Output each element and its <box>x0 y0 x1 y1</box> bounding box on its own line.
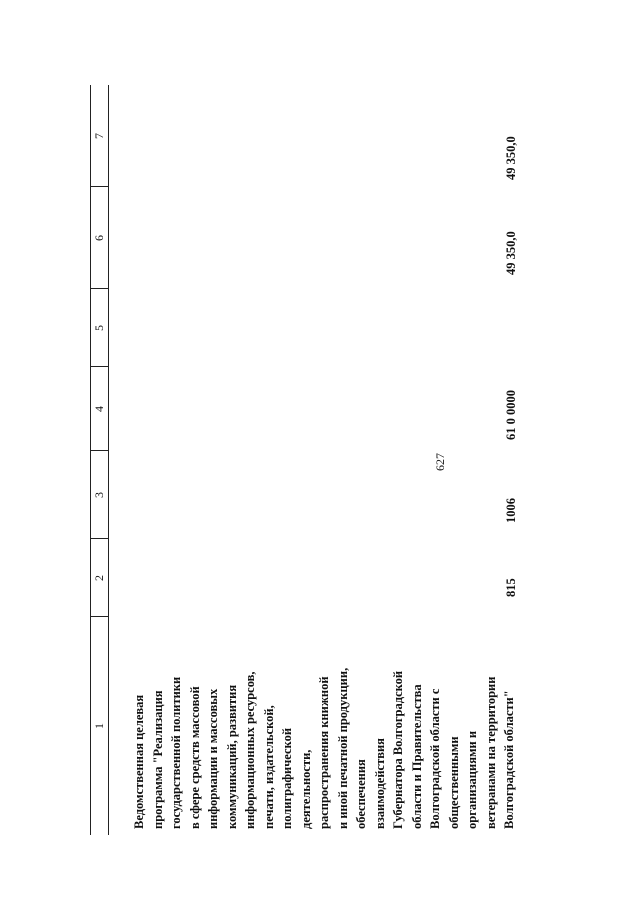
cell-col-7: 49 350,0 <box>504 136 518 180</box>
header-col-4: 4 <box>92 406 106 412</box>
budget-table <box>90 75 530 835</box>
program-name-line: программа "Реализация <box>150 690 165 829</box>
cell-col-2: 815 <box>504 578 518 597</box>
program-name-line: распространения книжной <box>317 676 331 829</box>
program-name-line: Губернатора Волгоградской <box>391 670 405 829</box>
program-name-line: государственной политики <box>169 676 183 829</box>
program-name-line: деятельности, <box>298 749 313 829</box>
program-name-line: полиграфической <box>280 727 294 829</box>
program-name-line: взаимодействия <box>372 738 387 829</box>
header-col-7: 7 <box>92 133 106 139</box>
cell-col-4: 61 0 0000 <box>504 390 518 440</box>
cell-col-6: 49 350,0 <box>504 231 518 275</box>
program-name-line: печати, издательской, <box>261 705 276 829</box>
program-name-line: Волгоградской области" <box>502 690 516 829</box>
header-col-5: 5 <box>92 325 106 331</box>
program-name-line: области и Правительства <box>409 684 424 829</box>
program-name-line: и иной печатной продукции, <box>335 667 350 829</box>
header-bottom-border <box>108 85 109 835</box>
header-col-1: 1 <box>92 723 106 729</box>
header-col-3: 3 <box>92 492 106 498</box>
program-name-line: информационных ресурсов, <box>243 671 257 829</box>
program-name-line: коммуникаций, развития <box>224 684 239 829</box>
program-name-line: Ведомственная целевая <box>132 694 146 829</box>
program-name-line: общественными <box>446 736 461 829</box>
page-number: 627 <box>433 453 447 471</box>
program-name-line: ветеранами на территории <box>483 676 498 829</box>
header-col-2: 2 <box>92 575 106 581</box>
program-name-line: в сфере средств массовой <box>187 686 202 829</box>
program-name <box>130 629 519 829</box>
cell-col-3: 1006 <box>504 498 518 523</box>
program-name-line: обеспечения <box>354 759 368 829</box>
program-name-line: информации и массовых <box>206 688 220 829</box>
header-col-6: 6 <box>92 235 106 241</box>
program-name-line: Волгоградской области с <box>428 688 442 829</box>
program-name-line: организациями и <box>465 730 479 829</box>
